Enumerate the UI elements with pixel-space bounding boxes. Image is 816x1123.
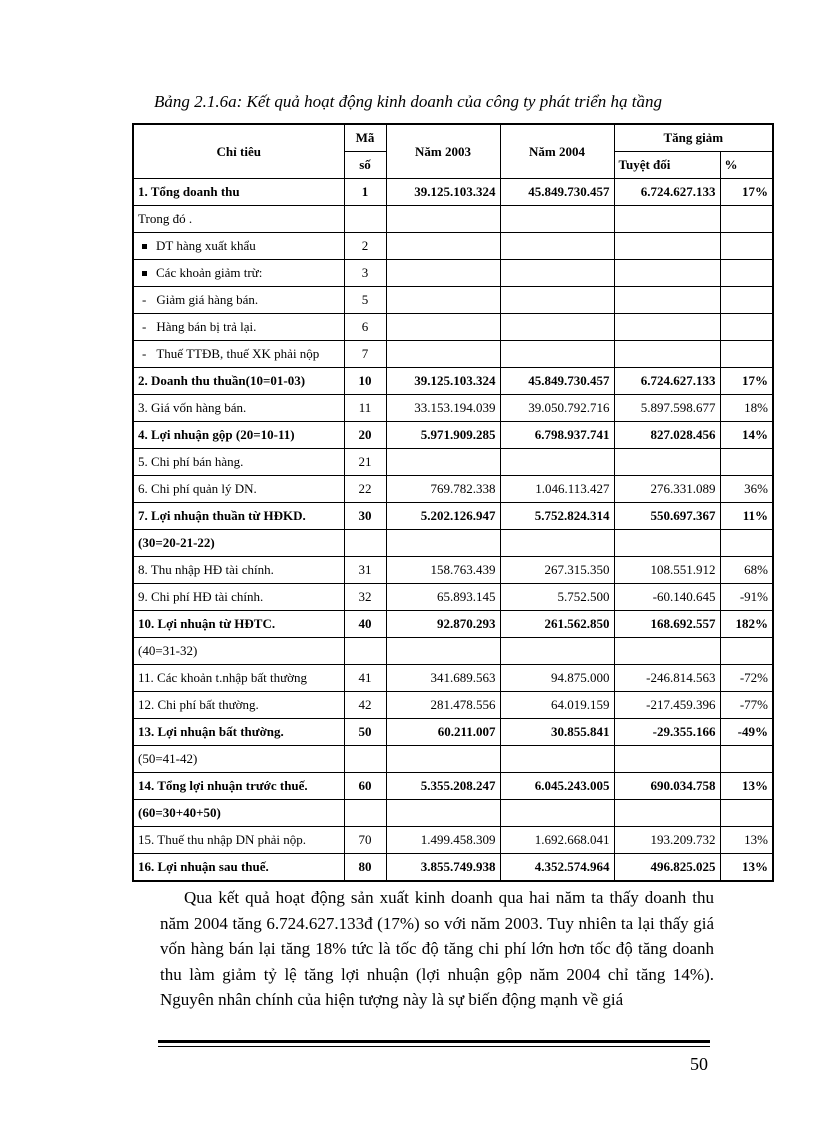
row-code: 1: [344, 179, 386, 206]
value-percent-change: 13%: [720, 854, 773, 882]
value-absolute-change: -60.140.645: [614, 584, 720, 611]
row-label-cell: [133, 233, 344, 260]
table-body: [133, 179, 773, 882]
value-percent-change: [720, 530, 773, 557]
table-row: [133, 800, 773, 827]
value-2004: [500, 314, 614, 341]
value-2003: [386, 638, 500, 665]
value-percent-change: [720, 287, 773, 314]
table-row: [133, 503, 773, 530]
row-label-cell: [133, 854, 344, 882]
row-code: 30: [344, 503, 386, 530]
row-label: DT hàng xuất khẩu: [156, 238, 256, 253]
value-2003: [386, 341, 500, 368]
row-label: 3. Giá vốn hàng bán.: [138, 400, 247, 415]
value-2004: 1.046.113.427: [500, 476, 614, 503]
header-nam-2003: Năm 2003: [386, 124, 500, 179]
value-percent-change: 14%: [720, 422, 773, 449]
row-label-cell: [133, 638, 344, 665]
row-label: 7. Lợi nhuận thuần từ HĐKD.: [138, 508, 306, 523]
value-2004: 5.752.824.314: [500, 503, 614, 530]
row-label-cell: [133, 395, 344, 422]
row-label-cell: [133, 314, 344, 341]
value-percent-change: [720, 449, 773, 476]
page-number: 50: [690, 1054, 708, 1074]
row-label-cell: [133, 584, 344, 611]
row-code: 50: [344, 719, 386, 746]
row-label-cell: [133, 692, 344, 719]
value-percent-change: [720, 233, 773, 260]
value-2004: [500, 233, 614, 260]
value-2003: 5.971.909.285: [386, 422, 500, 449]
value-absolute-change: [614, 341, 720, 368]
row-code: 32: [344, 584, 386, 611]
row-label-cell: [133, 476, 344, 503]
row-label: 5. Chi phí bán hàng.: [138, 454, 244, 469]
row-label: 4. Lợi nhuận gộp (20=10-11): [138, 427, 295, 442]
footer-rule-thick: [158, 1040, 710, 1043]
value-percent-change: -49%: [720, 719, 773, 746]
bullet-icon: [142, 244, 147, 249]
row-label: Thuế TTĐB, thuế XK phải nộp: [156, 346, 320, 361]
value-percent-change: 68%: [720, 557, 773, 584]
value-2004: 261.562.850: [500, 611, 614, 638]
row-label: 6. Chi phí quản lý DN.: [138, 481, 257, 496]
table-row: [133, 341, 773, 368]
value-2004: 5.752.500: [500, 584, 614, 611]
value-percent-change: -77%: [720, 692, 773, 719]
value-2004: 267.315.350: [500, 557, 614, 584]
row-label: Trong đó .: [138, 211, 193, 226]
value-absolute-change: 6.724.627.133: [614, 368, 720, 395]
value-2004: 6.045.243.005: [500, 773, 614, 800]
value-2003: 1.499.458.309: [386, 827, 500, 854]
value-absolute-change: 6.724.627.133: [614, 179, 720, 206]
row-label-cell: [133, 557, 344, 584]
row-label-cell: [133, 611, 344, 638]
value-2004: [500, 638, 614, 665]
business-results-table: [132, 123, 774, 882]
value-2004: 30.855.841: [500, 719, 614, 746]
row-code: 60: [344, 773, 386, 800]
row-label-cell: [133, 368, 344, 395]
value-percent-change: 36%: [720, 476, 773, 503]
value-absolute-change: -246.814.563: [614, 665, 720, 692]
bullet-icon: [142, 271, 147, 276]
table-row: [133, 827, 773, 854]
row-label: 10. Lợi nhuận từ HĐTC.: [138, 616, 276, 631]
value-absolute-change: -217.459.396: [614, 692, 720, 719]
value-percent-change: [720, 746, 773, 773]
value-2003: 92.870.293: [386, 611, 500, 638]
row-label-cell: [133, 260, 344, 287]
table-row: [133, 584, 773, 611]
value-absolute-change: [614, 800, 720, 827]
value-absolute-change: 690.034.758: [614, 773, 720, 800]
value-2003: [386, 260, 500, 287]
value-absolute-change: 496.825.025: [614, 854, 720, 882]
value-2004: [500, 341, 614, 368]
row-code: 10: [344, 368, 386, 395]
row-code: [344, 746, 386, 773]
value-2004: [500, 260, 614, 287]
row-code: 11: [344, 395, 386, 422]
value-absolute-change: [614, 260, 720, 287]
value-2003: 5.355.208.247: [386, 773, 500, 800]
row-label: 14. Tổng lợi nhuận trước thuế.: [138, 778, 308, 793]
value-absolute-change: 193.209.732: [614, 827, 720, 854]
row-label-cell: [133, 206, 344, 233]
row-code: [344, 530, 386, 557]
row-code: 7: [344, 341, 386, 368]
row-label-cell: [133, 503, 344, 530]
value-2003: [386, 746, 500, 773]
row-label: 1. Tổng doanh thu: [138, 184, 240, 199]
value-absolute-change: 276.331.089: [614, 476, 720, 503]
value-2004: [500, 449, 614, 476]
row-label-cell: [133, 800, 344, 827]
row-label: Các khoản giảm trừ:: [156, 265, 263, 280]
table-row: [133, 773, 773, 800]
row-code: [344, 206, 386, 233]
row-label-cell: [133, 287, 344, 314]
row-label: 2. Doanh thu thuần(10=01-03): [138, 373, 306, 388]
value-2004: [500, 530, 614, 557]
row-code: 3: [344, 260, 386, 287]
analysis-paragraph: Qua kết quả hoạt động sản xuất kinh doanh qua hai năm ta thấy doanh thu năm 2004 tăng 6.724.627.133đ (17%) so với năm 2003. Tuy nhiên ta lại thấy giá vốn hàng bán lại tăng 18% tức là tốc độ tăng chi phí lớn hơn tốc độ tăng doanh thu làm giảm tỷ lệ tăng lợi nhuận (lợi nhuận gộp năm 2004 chỉ tăng 14%). Nguyên nhân chính của hiện tượng này là sự biến động mạnh về giá: [160, 888, 714, 1009]
row-code: 41: [344, 665, 386, 692]
table-row: [133, 692, 773, 719]
value-2003: [386, 233, 500, 260]
row-code: [344, 638, 386, 665]
value-absolute-change: [614, 638, 720, 665]
value-absolute-change: -29.355.166: [614, 719, 720, 746]
value-percent-change: [720, 800, 773, 827]
header-tang-giam: Tăng giảm: [614, 124, 773, 152]
value-2004: [500, 206, 614, 233]
row-label-cell: [133, 773, 344, 800]
table-row: [133, 260, 773, 287]
value-2003: 65.893.145: [386, 584, 500, 611]
value-2004: 1.692.668.041: [500, 827, 614, 854]
value-2003: 39.125.103.324: [386, 368, 500, 395]
row-code: 80: [344, 854, 386, 882]
header-ma-so-line2: số: [344, 152, 386, 179]
value-percent-change: 182%: [720, 611, 773, 638]
value-percent-change: [720, 260, 773, 287]
value-absolute-change: [614, 449, 720, 476]
row-label: 8. Thu nhập HĐ tài chính.: [138, 562, 274, 577]
value-2003: [386, 449, 500, 476]
value-2003: 281.478.556: [386, 692, 500, 719]
table-row: [133, 557, 773, 584]
value-2003: 3.855.749.938: [386, 854, 500, 882]
row-label-cell: [133, 665, 344, 692]
row-label: 13. Lợi nhuận bất thường.: [138, 724, 284, 739]
row-code: 5: [344, 287, 386, 314]
value-2004: [500, 746, 614, 773]
value-percent-change: -72%: [720, 665, 773, 692]
value-2003: [386, 314, 500, 341]
value-percent-change: [720, 314, 773, 341]
value-2003: 60.211.007: [386, 719, 500, 746]
row-label-cell: [133, 827, 344, 854]
table-row: [133, 368, 773, 395]
table-row: [133, 665, 773, 692]
value-absolute-change: [614, 314, 720, 341]
value-percent-change: 17%: [720, 368, 773, 395]
value-2004: 45.849.730.457: [500, 179, 614, 206]
value-2004: [500, 800, 614, 827]
value-2003: [386, 287, 500, 314]
row-label-cell: [133, 449, 344, 476]
row-label: 12. Chi phí bất thường.: [138, 697, 259, 712]
row-code: 42: [344, 692, 386, 719]
value-2004: [500, 287, 614, 314]
value-2003: [386, 800, 500, 827]
row-label: 16. Lợi nhuận sau thuế.: [138, 859, 269, 874]
value-2004: 64.019.159: [500, 692, 614, 719]
row-label-cell: [133, 719, 344, 746]
table-row: [133, 530, 773, 557]
table-row: [133, 422, 773, 449]
value-percent-change: 18%: [720, 395, 773, 422]
row-label: (60=30+40+50): [138, 805, 221, 820]
row-code: 22: [344, 476, 386, 503]
row-code: 2: [344, 233, 386, 260]
table-row: [133, 395, 773, 422]
value-2003: [386, 206, 500, 233]
table-row: [133, 233, 773, 260]
value-percent-change: [720, 341, 773, 368]
row-label: (40=31-32): [138, 643, 198, 658]
header-chi-tieu: Chỉ tiêu: [133, 124, 344, 179]
dash-icon: -: [142, 292, 147, 307]
row-label-cell: [133, 179, 344, 206]
value-2003: 158.763.439: [386, 557, 500, 584]
row-label: 9. Chi phí HĐ tài chính.: [138, 589, 264, 604]
value-percent-change: 11%: [720, 503, 773, 530]
header-ma-so-line1: Mã: [344, 124, 386, 152]
table-row: [133, 449, 773, 476]
row-label-cell: [133, 746, 344, 773]
table-row: [133, 611, 773, 638]
value-percent-change: 17%: [720, 179, 773, 206]
row-label: Giảm giá hàng bán.: [156, 292, 259, 307]
value-2004: 45.849.730.457: [500, 368, 614, 395]
table-row: [133, 314, 773, 341]
value-percent-change: [720, 206, 773, 233]
table-row: [133, 719, 773, 746]
value-absolute-change: [614, 206, 720, 233]
value-absolute-change: 827.028.456: [614, 422, 720, 449]
value-absolute-change: [614, 233, 720, 260]
row-label-cell: [133, 341, 344, 368]
value-percent-change: 13%: [720, 827, 773, 854]
value-2003: 341.689.563: [386, 665, 500, 692]
row-label: (30=20-21-22): [138, 535, 215, 550]
value-2004: 94.875.000: [500, 665, 614, 692]
value-2004: 39.050.792.716: [500, 395, 614, 422]
value-absolute-change: 550.697.367: [614, 503, 720, 530]
row-code: 20: [344, 422, 386, 449]
value-2004: 6.798.937.741: [500, 422, 614, 449]
table-row: [133, 476, 773, 503]
row-code: 21: [344, 449, 386, 476]
row-code: [344, 800, 386, 827]
table-caption: Bảng 2.1.6a: Kết quả hoạt động kinh doanh của công ty phát triển hạ tầng: [153, 92, 663, 111]
value-percent-change: [720, 638, 773, 665]
dash-icon: -: [142, 319, 147, 334]
value-percent-change: -91%: [720, 584, 773, 611]
dash-icon: -: [142, 346, 147, 361]
value-absolute-change: 108.551.912: [614, 557, 720, 584]
row-label-cell: [133, 422, 344, 449]
row-label: Hàng bán bị trả lại.: [156, 319, 257, 334]
row-code: 6: [344, 314, 386, 341]
value-2003: 769.782.338: [386, 476, 500, 503]
header-percent: %: [720, 152, 773, 179]
header-nam-2004: Năm 2004: [500, 124, 614, 179]
row-label: (50=41-42): [138, 751, 198, 766]
value-2003: 5.202.126.947: [386, 503, 500, 530]
row-label: 11. Các khoản t.nhập bất thường: [138, 670, 308, 685]
table-row: [133, 179, 773, 206]
value-absolute-change: [614, 530, 720, 557]
value-percent-change: 13%: [720, 773, 773, 800]
value-absolute-change: 5.897.598.677: [614, 395, 720, 422]
footer-rule-thin: [158, 1046, 710, 1047]
table-row: [133, 746, 773, 773]
value-absolute-change: 168.692.557: [614, 611, 720, 638]
table-row: [133, 287, 773, 314]
row-code: 70: [344, 827, 386, 854]
row-code: 40: [344, 611, 386, 638]
value-2003: 33.153.194.039: [386, 395, 500, 422]
value-absolute-change: [614, 287, 720, 314]
table-row: [133, 638, 773, 665]
value-absolute-change: [614, 746, 720, 773]
row-label-cell: [133, 530, 344, 557]
value-2003: 39.125.103.324: [386, 179, 500, 206]
header-tuyet-doi: Tuyệt đối: [614, 152, 720, 179]
table-row: [133, 854, 773, 882]
table-row: [133, 206, 773, 233]
value-2004: 4.352.574.964: [500, 854, 614, 882]
row-code: 31: [344, 557, 386, 584]
value-2003: [386, 530, 500, 557]
row-label: 15. Thuế thu nhập DN phải nộp.: [138, 832, 307, 847]
